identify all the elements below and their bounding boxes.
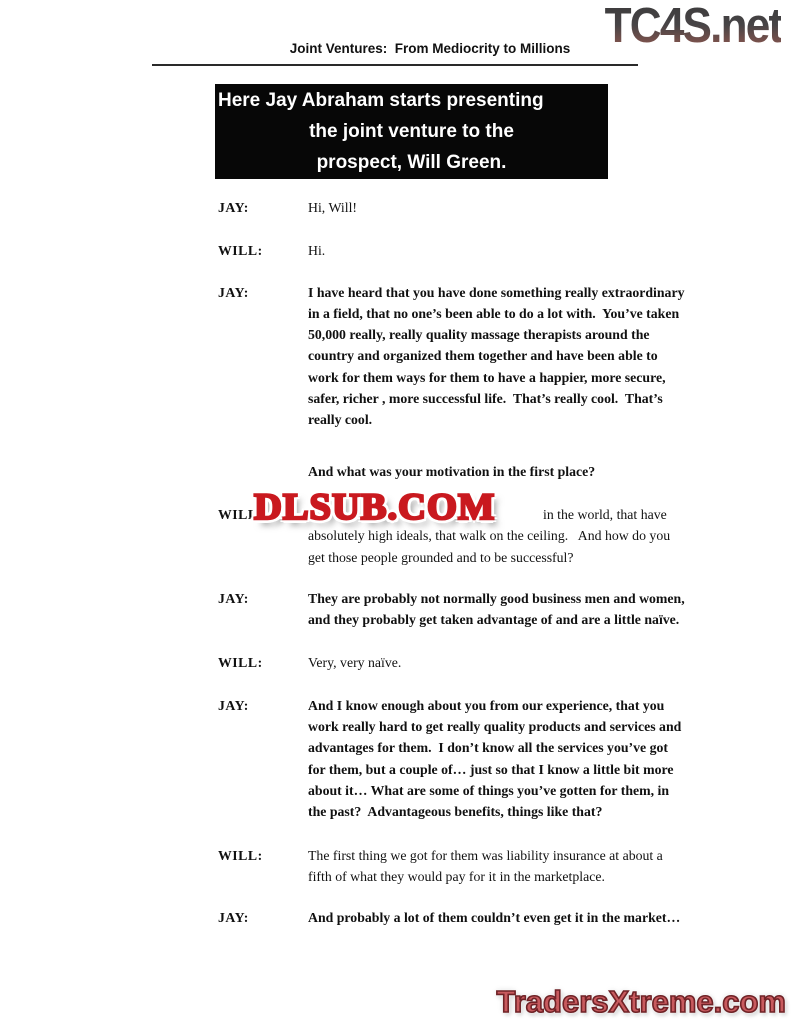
speech-text: [308, 845, 702, 888]
tradersxtreme-logo: TradersXtreme.com: [496, 984, 786, 1019]
intro-box: [215, 84, 608, 179]
intro-box-line: the joint venture to the: [309, 121, 514, 142]
header-divider: [152, 64, 638, 66]
dialogue-line: get those people grounded and to be successful?: [308, 549, 574, 565]
speech-text: [308, 240, 702, 261]
speech-text: [308, 197, 702, 218]
speech-text: [308, 652, 702, 673]
dialogue-line: They are probably not normally good business men and women,: [308, 590, 685, 606]
speaker-label: WILL:: [218, 243, 263, 259]
dialogue-line: And I know enough about you from our experience, that you: [308, 697, 665, 713]
speech-text: [308, 588, 702, 631]
speaker-label: WILL:: [218, 655, 263, 671]
dialogue-line: 50,000 really, really quality massage therapists around the: [308, 327, 650, 343]
dialogue-line: advantages for them. I don’t know all the services you’ve got: [308, 740, 668, 756]
speaker-label: JAY:: [218, 284, 249, 300]
dialogue-row: [218, 197, 702, 218]
speaker-label: JAY:: [218, 590, 249, 606]
dlsub-watermark: DLSUB.COM: [254, 487, 496, 528]
speaker-label: JAY:: [218, 910, 249, 926]
speaker-label: JAY:: [218, 697, 249, 713]
dialogue-line: absolutely high ideals, that walk on the ceiling. And how do you: [308, 528, 671, 544]
dialogue-row: [218, 461, 702, 482]
speaker-label: WILL:: [218, 506, 263, 522]
dialogue-line: Hi, Will!: [308, 200, 358, 215]
dialogue-row: [218, 907, 702, 928]
dialogue-line: work for them ways for them to have a happier, more secure,: [308, 369, 666, 385]
dialogue-line: for them, but a couple of… just so that I know a little bit more: [308, 761, 674, 777]
dialogue-line: really cool.: [308, 412, 373, 428]
dialogue-line: country and organized them together and have been able to: [308, 348, 658, 364]
dialogue-row: [218, 240, 702, 261]
intro-box-line: prospect, Will Green.: [316, 152, 507, 173]
dialogue-row: [218, 652, 702, 673]
dialogue-row: [218, 282, 702, 431]
dialogue-line: safer, richer , more successful life. That’s really cool. That’s: [308, 391, 663, 407]
speaker-label: [218, 461, 308, 482]
dialogue-line: The first thing we got for them was liability insurance at about a: [308, 847, 663, 863]
intro-box-line: Here Jay Abraham starts presenting: [218, 90, 544, 111]
dialogue-transcript: [218, 179, 702, 928]
dialogue-row: [218, 588, 702, 631]
speech-text: [308, 461, 702, 482]
dialogue-line: Hi.: [308, 243, 326, 259]
speaker-label: JAY:: [218, 200, 249, 215]
dialogue-line: about it… What are some of things you’ve gotten for them, in: [308, 782, 670, 798]
dialogue-line: Very, very naïve.: [308, 655, 402, 671]
speech-text: [308, 282, 702, 431]
speech-text: [308, 695, 702, 823]
dialogue-line: I have heard that you have done something really extraordinary: [308, 284, 685, 300]
tc4s-logo: TC4S.net: [604, 0, 781, 53]
dialogue-row: [218, 845, 702, 888]
speaker-label: WILL:: [218, 847, 263, 863]
dialogue-line: in a field, that no one’s been able to do a lot with. You’ve taken: [308, 305, 680, 321]
dialogue-line: fifth of what they would pay for it in the marketplace.: [308, 868, 605, 884]
dialogue-line: and they probably get taken advantage of and are a little naïve.: [308, 612, 680, 628]
dialogue-line: And what was your motivation in the first place?: [308, 463, 596, 479]
dialogue-line: And probably a lot of them couldn’t even get it in the market…: [308, 910, 681, 926]
dialogue-line: in the world, that have: [543, 506, 667, 522]
dialogue-row: [218, 695, 702, 823]
speech-text: [308, 907, 702, 928]
page-title: Joint Ventures: From Mediocrity to Millions: [289, 41, 571, 56]
dialogue-line: the past? Advantageous benefits, things like that?: [308, 804, 603, 820]
dialogue-line: work really hard to get really quality products and services and: [308, 719, 682, 735]
